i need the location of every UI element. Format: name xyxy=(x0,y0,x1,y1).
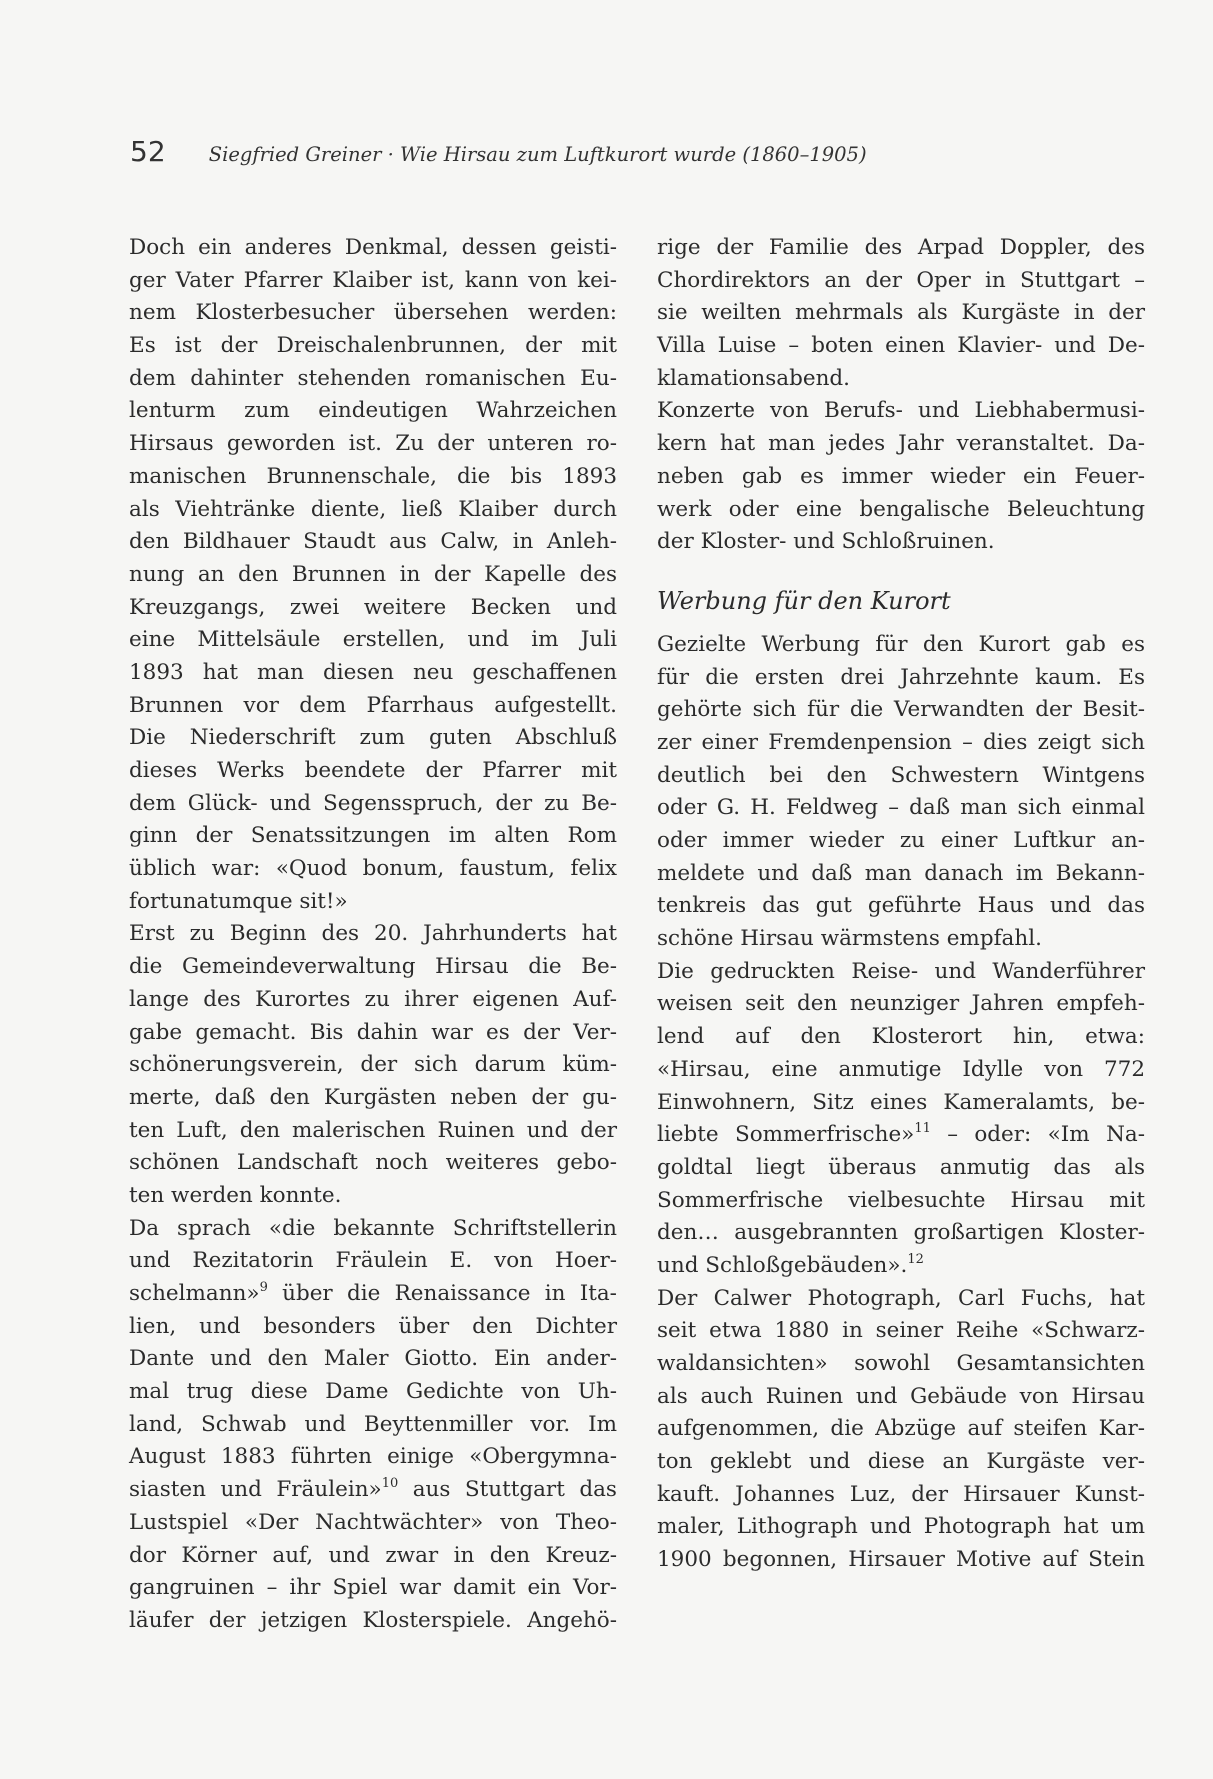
text-line: üblich war: «Quod bonum, faustum, felix xyxy=(129,856,617,882)
word: Fräulein»$^{10}$ xyxy=(276,1476,399,1503)
text-line: Villa Luise – boten einen Klavier- und De- xyxy=(657,333,1145,359)
text-line: dem dahinter stehenden romanischen Eu- xyxy=(129,365,617,391)
right-column xyxy=(657,232,1145,1577)
text-line: Gezielte Werbung für den Kurort gab es xyxy=(657,631,1145,657)
text-line: werk oder eine bengalische Beleuchtung xyxy=(657,496,1145,522)
text-line: lange des Kurortes zu ihrer eigenen Auf- xyxy=(129,986,617,1012)
text-line: sie weilten mehrmals als Kurgäste in der xyxy=(657,300,1145,326)
text-line: Hirsaus geworden ist. Zu der unteren ro- xyxy=(129,431,617,457)
text-line: 1900 begonnen, Hirsauer Motive auf Stein xyxy=(657,1547,1145,1573)
text-line: gabe gemacht. Bis dahin war es der Ver- xyxy=(129,1019,617,1045)
text-line: lenturm zum eindeutigen Wahrzeichen xyxy=(129,398,617,424)
text-line: rige der Familie des Arpad Doppler, des xyxy=(657,235,1145,260)
text-line: ger Vater Pfarrer Klaiber ist, kann von kei- xyxy=(129,267,617,293)
text-line: als Viehtränke diente, ließ Klaiber durch xyxy=(129,496,617,522)
word: in xyxy=(544,1281,566,1306)
text-line: Dante und den Maler Giotto. Ein ander- xyxy=(129,1346,617,1372)
footnote-marker: 12 xyxy=(907,1251,924,1267)
word: die xyxy=(346,1281,381,1306)
text-line: schöne Hirsau wärmstens empfahl. xyxy=(657,926,1042,952)
text-fragment: und Schloßgebäuden». xyxy=(657,1252,908,1278)
page-header xyxy=(130,135,1030,168)
text-line: Die gedruckten Reise- und Wanderführer xyxy=(657,958,1145,984)
text-line: für die ersten drei Jahrzehnte kaum. Es xyxy=(657,664,1145,690)
text-line: dem Glück- und Segensspruch, der zu Be- xyxy=(129,790,617,816)
text-line: gangruinen – ihr Spiel war damit ein Vor- xyxy=(129,1575,617,1601)
text-line: ten werden konnte. xyxy=(129,1182,342,1208)
text-line: maler, Lithograph und Photograph hat um xyxy=(657,1514,1145,1540)
text-line: Einwohnern, Sitz eines Kameralamts, be- xyxy=(657,1089,1145,1115)
footnote-marker: 11 xyxy=(914,1121,931,1137)
text-line: eine Mittelsäule erstellen, und im Juli xyxy=(129,627,617,653)
word: liebte xyxy=(657,1122,719,1148)
text-line: Sommerfrische vielbesuchte Hirsau mit xyxy=(657,1187,1145,1213)
text-line: dor Körner auf, und zwar in den Kreuz- xyxy=(129,1542,617,1568)
text-line: oder immer wieder zu einer Luftkur an- xyxy=(657,828,1145,853)
text-line: kauft. Johannes Luz, der Hirsauer Kunst- xyxy=(657,1481,1145,1507)
text-line: fortunatumque sit!» xyxy=(129,888,348,914)
text-line: ten Luft, den malerischen Ruinen und der xyxy=(129,1117,617,1143)
text-line: den… ausgebrannten großartigen Kloster- xyxy=(657,1220,1145,1246)
text-line: Erst zu Beginn des 20. Jahrhunderts hat xyxy=(129,921,617,947)
word: schelmann»$^9$ xyxy=(129,1280,268,1306)
text-line: neben gab es immer wieder ein Feuer- xyxy=(657,463,1145,489)
text-line: die Gemeindeverwaltung Hirsau die Be- xyxy=(129,954,617,980)
word: über xyxy=(282,1281,333,1306)
text-line: Es ist der Dreischalenbrunnen, der mit xyxy=(129,333,617,359)
text-line: schönerungsverein, der sich darum küm- xyxy=(129,1052,617,1078)
text-line: aufgenommen, die Abzüge auf steifen Kar- xyxy=(657,1416,1145,1442)
word: siasten xyxy=(129,1477,206,1503)
text-line: lien, und besonders über den Dichter xyxy=(129,1313,617,1339)
text-line: land, Schwab und Beyttenmiller vor. Im xyxy=(129,1411,617,1437)
text-line: zer einer Fremdenpension – dies zeigt sich xyxy=(657,729,1145,755)
text-line: Da sprach «die bekannte Schriftstellerin xyxy=(129,1215,617,1241)
text-line: Brunnen vor dem Pfarrhaus aufgestellt. xyxy=(129,692,617,718)
word: – xyxy=(947,1122,958,1148)
text-line-with-footnote xyxy=(129,1278,617,1311)
word: aus xyxy=(412,1477,451,1503)
footnote-marker: 9 xyxy=(259,1280,268,1295)
word: Renaissance xyxy=(394,1281,531,1306)
text-line: merte, daß den Kurgästen neben der gu- xyxy=(129,1084,617,1110)
text-line: schönen Landschaft noch weiteres gebo- xyxy=(129,1150,617,1176)
text-line: mal trug diese Dame Gedichte von Uh- xyxy=(129,1379,617,1405)
text-line: August 1883 führten einige «Obergymna- xyxy=(129,1444,617,1470)
text-line: und Rezitatorin Fräulein E. von Hoer- xyxy=(129,1248,617,1274)
text-line: den Bildhauer Staudt aus Calw, in Anleh- xyxy=(129,529,617,555)
word: oder: xyxy=(974,1122,1032,1148)
footnote-marker: 10 xyxy=(381,1476,399,1492)
text-line: Konzerte von Berufs- und Liebhabermusi- xyxy=(657,398,1145,424)
text-line: Chordirektors an der Oper in Stuttgart – xyxy=(657,267,1145,293)
text-line: ton geklebt und diese an Kurgäste ver- xyxy=(657,1449,1145,1475)
text-line: ginn der Senatssitzungen im alten Rom xyxy=(129,823,617,849)
text-line-with-footnote xyxy=(657,1250,1145,1283)
word: Stuttgart xyxy=(464,1477,565,1503)
word: Ita- xyxy=(579,1281,617,1306)
text-line: goldtal liegt überaus anmutig das als xyxy=(657,1154,1145,1180)
text-line: 1893 hat man diesen neu geschaffenen xyxy=(129,659,617,685)
text-line-with-footnote xyxy=(129,1474,617,1507)
text-line: dieses Werks beendete der Pfarrer mit xyxy=(129,758,617,783)
text-line: lend auf den Klosterort hin, etwa: xyxy=(657,1024,1145,1050)
text-line: meldete und daß man danach im Bekann- xyxy=(657,860,1145,886)
section-heading: Werbung für den Kurort xyxy=(657,586,951,615)
text-line: läufer der jetzigen Klosterspiele. Angehö- xyxy=(129,1607,617,1633)
text-line: nem Klosterbesucher übersehen werden: xyxy=(129,300,617,326)
word: das xyxy=(579,1477,617,1503)
text-line: kern hat man jedes Jahr veranstaltet. Da- xyxy=(657,431,1145,457)
running-head: Siegfried Greiner · Wie Hirsau zum Luftkurort wurde (1860–1905) xyxy=(208,143,867,166)
text-line: der Kloster- und Schloßruinen. xyxy=(657,529,995,555)
text-line: «Hirsau, eine anmutige Idylle von 772 xyxy=(657,1056,1145,1082)
text-line: weisen seit den neunziger Jahren empfeh- xyxy=(657,991,1145,1017)
word: und xyxy=(220,1477,262,1503)
text-line: manischen Brunnenschale, die bis 1893 xyxy=(129,463,617,489)
text-line: oder G. H. Feldweg – daß man sich einmal xyxy=(657,795,1145,821)
left-column xyxy=(129,232,617,1638)
text-line: klamationsabend. xyxy=(657,365,851,391)
word: Sommerfrische»$^{11}$ xyxy=(734,1121,931,1148)
text-line: gehörte sich für die Verwandten der Besit- xyxy=(657,697,1145,723)
text-line-with-footnote xyxy=(657,1119,1145,1152)
text-line: seit etwa 1880 in seiner Reihe «Schwarz- xyxy=(657,1318,1145,1344)
text-line: nung an den Brunnen in der Kapelle des xyxy=(129,561,617,587)
word: Na- xyxy=(1106,1122,1145,1148)
text-line: als auch Ruinen und Gebäude von Hirsau xyxy=(657,1383,1145,1409)
text-line: tenkreis das gut geführte Haus und das xyxy=(657,893,1145,919)
text-line: waldansichten» sowohl Gesamtansichten xyxy=(657,1351,1145,1376)
page-number: 52 xyxy=(130,135,166,168)
word: «Im xyxy=(1047,1122,1090,1148)
text-line: Der Calwer Photograph, Carl Fuchs, hat xyxy=(657,1285,1145,1311)
text-line: Doch ein anderes Denkmal, dessen geisti- xyxy=(129,235,617,260)
text-line: Die Niederschrift zum guten Abschluß xyxy=(129,725,617,751)
text-line: deutlich bei den Schwestern Wintgens xyxy=(657,762,1145,788)
text-line: Lustspiel «Der Nachtwächter» von Theo- xyxy=(129,1509,617,1535)
text-line: Kreuzgangs, zwei weitere Becken und xyxy=(129,594,617,620)
